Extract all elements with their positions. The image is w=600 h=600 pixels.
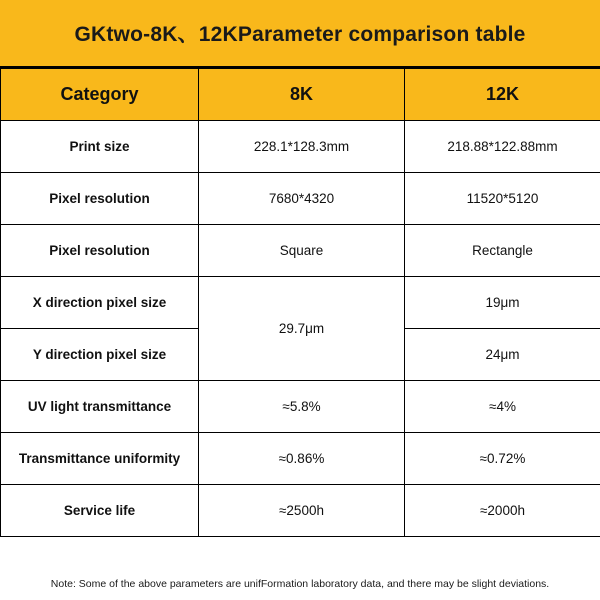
row-value-8k: ≈2500h xyxy=(199,485,405,537)
row-category: Transmittance uniformity xyxy=(1,433,199,485)
row-category: Print size xyxy=(1,121,199,173)
row-category: UV light transmittance xyxy=(1,381,199,433)
row-value-12k: ≈4% xyxy=(405,381,600,433)
row-value-8k: ≈5.8% xyxy=(199,381,405,433)
table-row xyxy=(1,173,600,225)
parameter-comparison-table xyxy=(0,68,600,537)
row-category: Y direction pixel size xyxy=(1,329,199,381)
table-row xyxy=(1,433,600,485)
column-header-category: Category xyxy=(1,69,199,121)
row-value-12k: 19μm xyxy=(405,277,600,329)
title-bar xyxy=(0,0,600,68)
row-value-12k: Rectangle xyxy=(405,225,600,277)
row-category: X direction pixel size xyxy=(1,277,199,329)
row-value-12k: 218.88*122.88mm xyxy=(405,121,600,173)
table-row xyxy=(1,381,600,433)
row-value-8k-merged: 29.7μm xyxy=(199,277,405,381)
table-row xyxy=(1,277,600,329)
table-row xyxy=(1,485,600,537)
row-category: Service life xyxy=(1,485,199,537)
footnote: Note: Some of the above parameters are unifFormation laboratory data, and there may be slight deviations. xyxy=(50,578,550,590)
row-category: Pixel resolution xyxy=(1,225,199,277)
row-value-8k: Square xyxy=(199,225,405,277)
row-value-12k: ≈0.72% xyxy=(405,433,600,485)
row-value-8k: 7680*4320 xyxy=(199,173,405,225)
row-value-12k: 24μm xyxy=(405,329,600,381)
row-value-12k: 11520*5120 xyxy=(405,173,600,225)
row-value-8k: 228.1*128.3mm xyxy=(199,121,405,173)
row-value-8k: ≈0.86% xyxy=(199,433,405,485)
table-row xyxy=(1,121,600,173)
table-header-row xyxy=(1,69,600,121)
page-title: GKtwo-8K、12KParameter comparison table xyxy=(74,23,526,46)
column-header-8k: 8K xyxy=(199,69,405,121)
column-header-12k: 12K xyxy=(405,69,600,121)
row-category: Pixel resolution xyxy=(1,173,199,225)
row-value-12k: ≈2000h xyxy=(405,485,600,537)
table-row xyxy=(1,225,600,277)
